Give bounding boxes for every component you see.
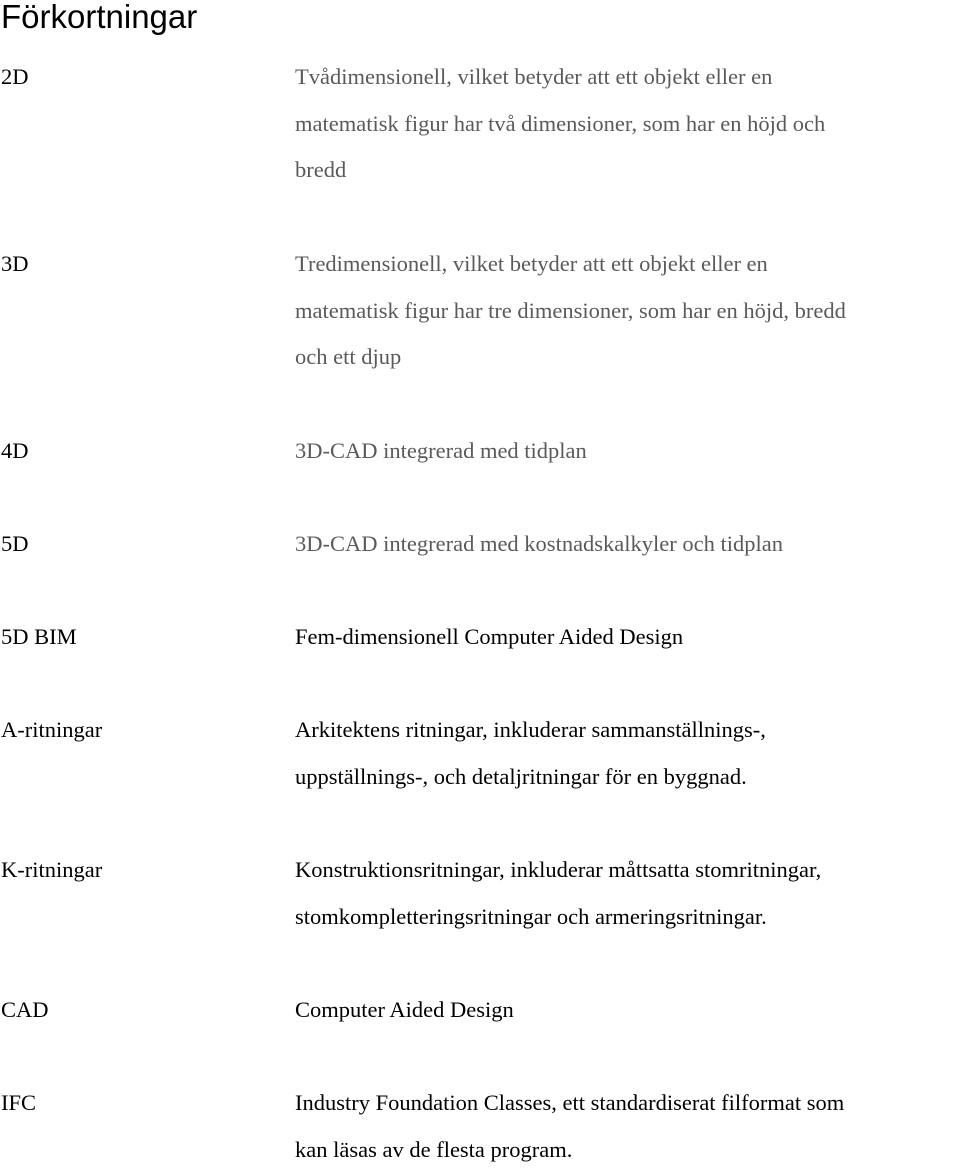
abbreviation-term: A-ritningar [1,717,103,742]
abbreviation-term: 4D [1,438,29,463]
abbreviation-definition: Tvådimensionell, vilket betyder att ett objekt eller en matematisk figur har två dimensioner, som har en höjd och bredd [295,64,826,182]
abbreviation-definition: Konstruktionsritningar, inkluderar måttsatta stomritningar, stomkompletteringsritningar och armeringsritningar. [295,857,822,929]
abbreviation-definition: 3D-CAD integrerad med tidplan [295,438,587,463]
abbreviation-term: 5D [1,531,29,556]
abbreviation-definition: Industry Foundation Classes, ett standardiserat filformat som kan läsas av de flesta program. [295,1090,845,1162]
abbreviation-definition: Tredimensionell, vilket betyder att ett objekt eller en matematisk figur har tre dimensioner, som har en höjd, bredd och ett djup [295,251,846,369]
abbreviation-term: K-ritningar [1,857,103,882]
abbreviation-term: 2D [1,64,29,89]
abbreviation-term: IFC [1,1090,37,1115]
abbreviation-definition: Arkitektens ritningar, inkluderar sammanställnings-, uppställnings-, och detaljritningar för en byggnad. [295,717,766,789]
abbreviation-definition: Fem-dimensionell Computer Aided Design [295,624,684,649]
abbreviation-term: CAD [1,997,49,1022]
abbreviation-definition: 3D-CAD integrerad med kostnadskalkyler och tidplan [295,531,784,556]
abbreviation-term: 5D BIM [1,624,77,649]
page-heading: Förkortningar [1,0,198,35]
abbreviation-definition: Computer Aided Design [295,997,514,1022]
abbreviation-term: 3D [1,251,29,276]
